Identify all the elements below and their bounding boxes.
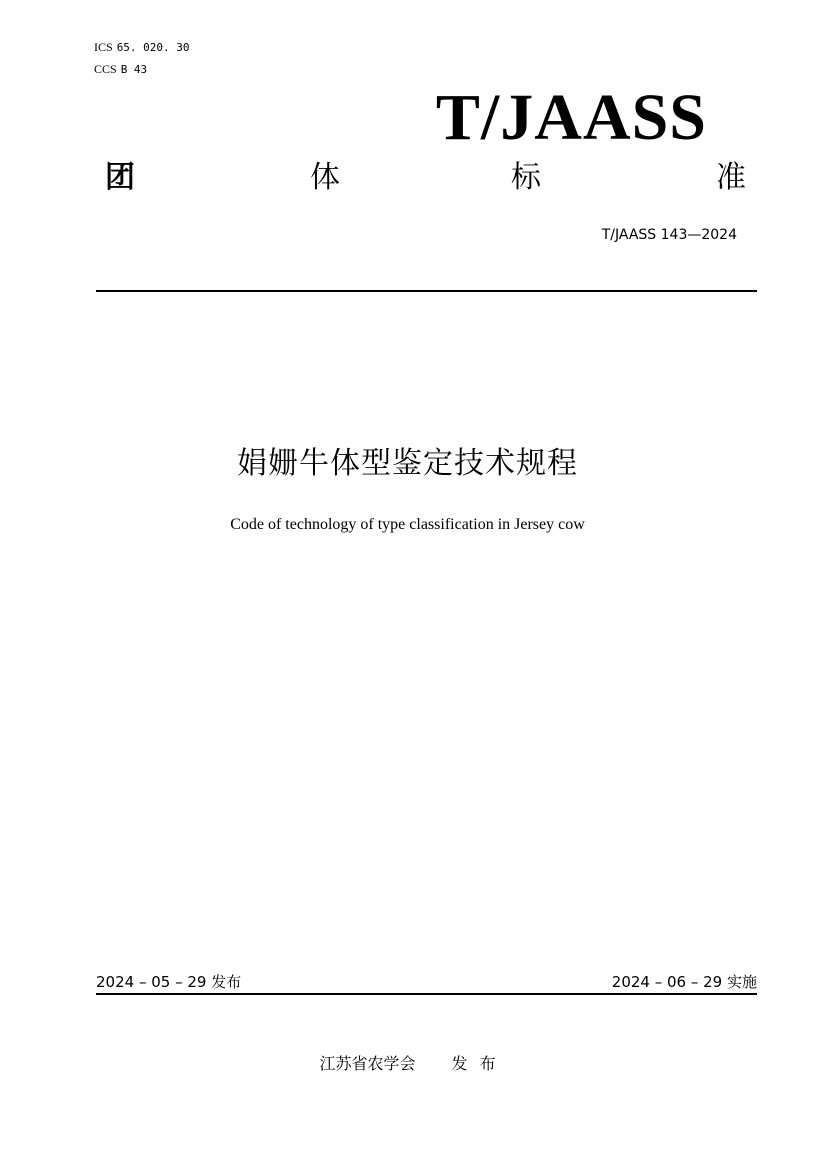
- document-title-chinese: 娟姗牛体型鉴定技术规程: [237, 446, 578, 481]
- ccs-label: CCS: [94, 62, 117, 76]
- ics-code: 65. 020. 30: [116, 41, 190, 54]
- standard-type-char-1: 团: [105, 160, 135, 195]
- publisher-line: [0, 1054, 815, 1074]
- implement-date: 2024 – 06 – 29 实施: [611, 973, 757, 991]
- organization-code: T/JAASS: [435, 81, 707, 154]
- publisher-action-char-1: 发: [451, 1054, 468, 1073]
- ccs-line: [94, 62, 147, 77]
- ics-line: [94, 40, 190, 55]
- publish-date: 2024 – 05 – 29 发布: [96, 973, 242, 991]
- standard-type-char-4: 准: [716, 160, 746, 195]
- top-divider: [96, 290, 757, 292]
- standard-type-char-3: 标: [511, 160, 541, 195]
- standard-number: T/JAASS 143—2024: [601, 227, 737, 243]
- standard-type-char-2: 体: [310, 160, 340, 195]
- publisher-name: 江苏省农学会: [319, 1054, 416, 1073]
- ics-label: ICS: [94, 40, 113, 54]
- publisher-action-char-2: 布: [479, 1054, 496, 1073]
- document-title-english: Code of technology of type classification in Jersey cow: [230, 516, 585, 533]
- ccs-code: B 43: [120, 63, 148, 76]
- bottom-divider: [96, 993, 757, 995]
